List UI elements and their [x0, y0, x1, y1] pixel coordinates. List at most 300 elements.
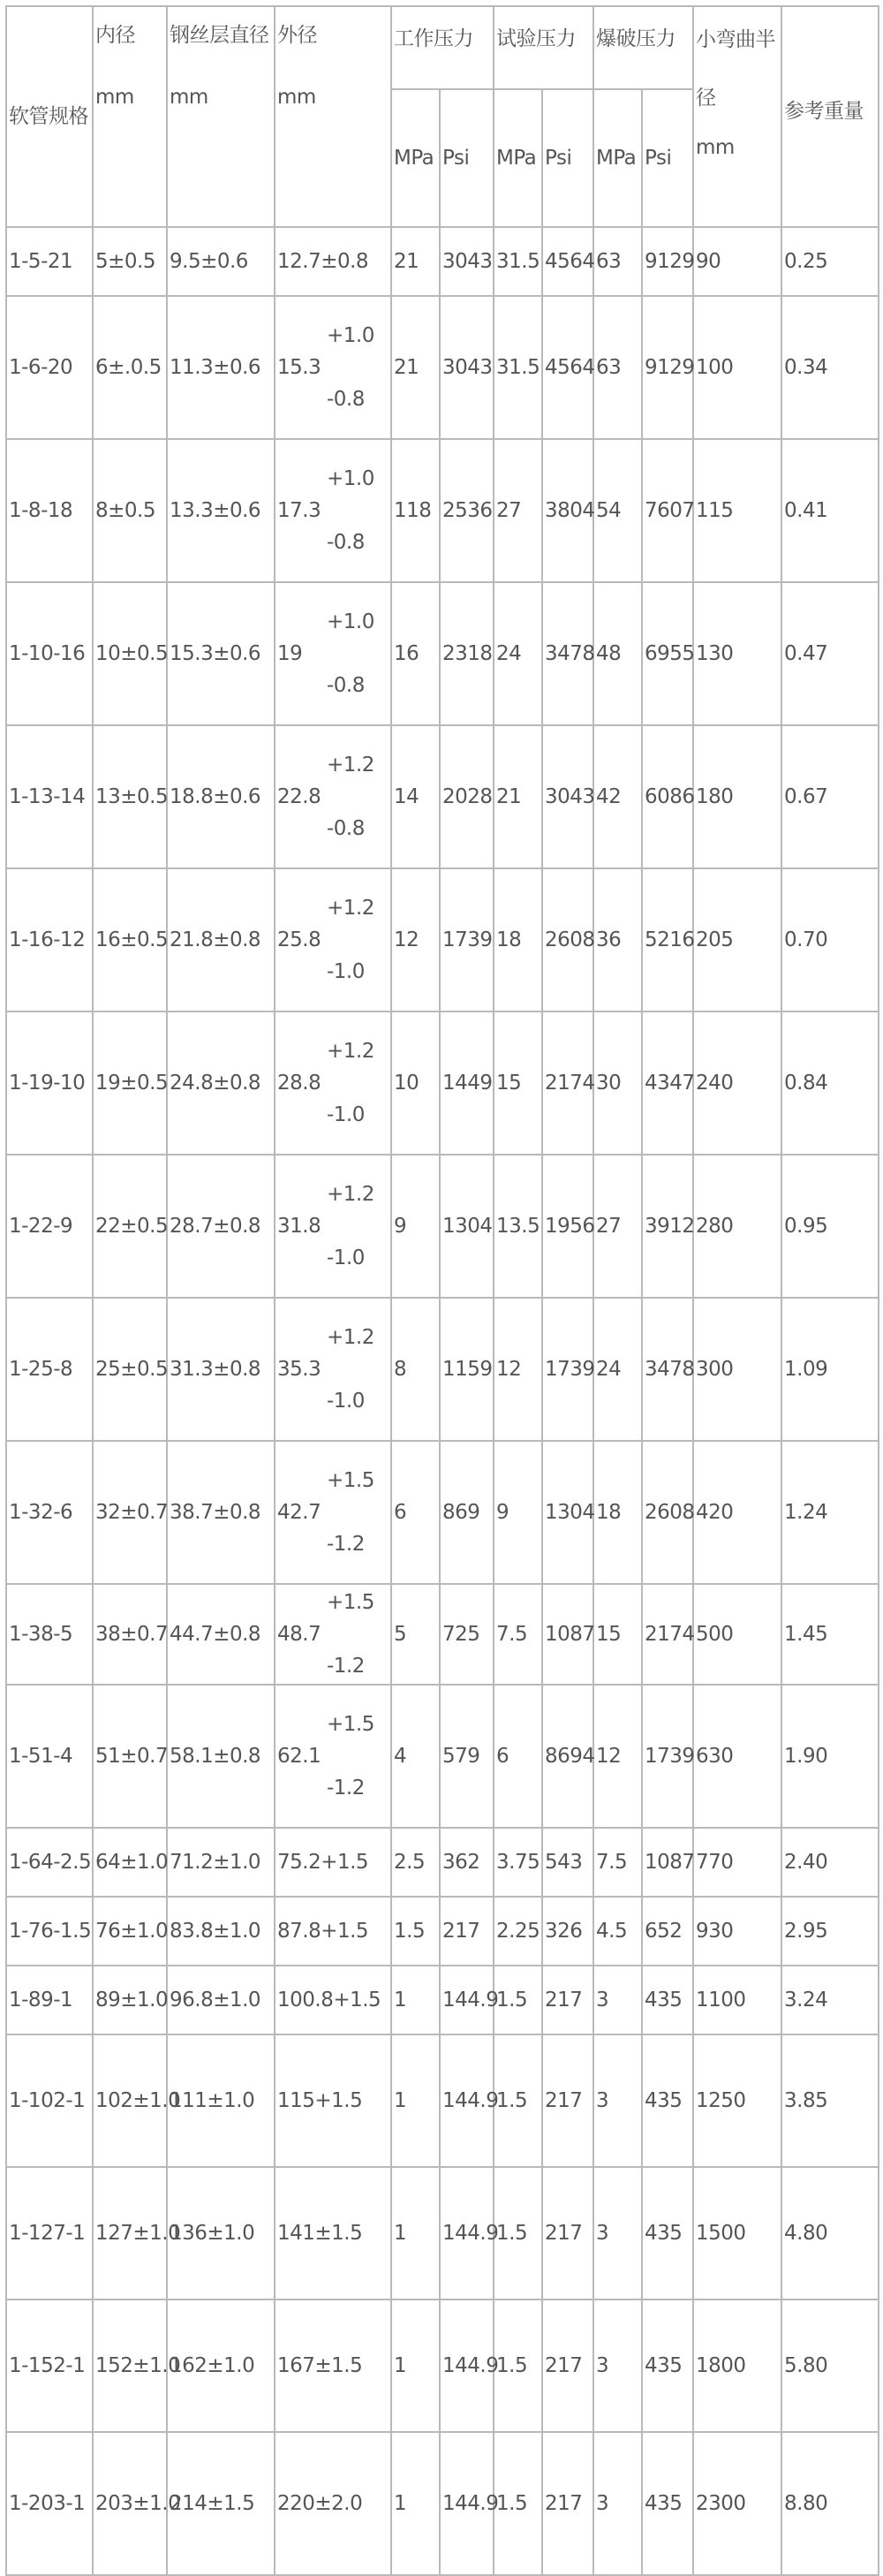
cell-inner-diameter: 25±0.5: [93, 1298, 167, 1441]
cell-spec: 1-32-6: [6, 1441, 93, 1584]
cell-burst-psi: 1739: [642, 1685, 693, 1828]
cell-work-psi: 1449: [440, 1011, 494, 1155]
cell-burst-psi: 7607: [642, 439, 693, 582]
cell-spec: 1-5-21: [6, 227, 93, 296]
cell-spec: 1-22-9: [6, 1155, 93, 1298]
cell-test-mpa: 18: [494, 868, 542, 1011]
cell-work-psi: 217: [440, 1897, 494, 1966]
table-row: [6, 2167, 879, 2299]
outer-diameter-lower-tolerance: -0.8: [327, 388, 365, 411]
cell-burst-mpa: 24: [593, 1298, 642, 1441]
outer-diameter-upper-tolerance: +1.2: [327, 754, 374, 777]
outer-diameter-lower-tolerance: -1.0: [327, 1390, 365, 1413]
cell-work-psi: 144.9: [440, 1966, 494, 2034]
cell-test-psi: 217: [542, 2034, 593, 2167]
table-row: [6, 2034, 879, 2167]
cell-spec: 1-102-1: [6, 2034, 93, 2167]
cell-outer-diameter: [275, 439, 391, 582]
cell-inner-diameter: 89±1.0: [93, 1966, 167, 2034]
outer-diameter-lower-tolerance: -1.0: [327, 1246, 365, 1269]
cell-burst-psi: 2608: [642, 1441, 693, 1584]
cell-burst-mpa: 63: [593, 296, 642, 439]
table-row: [6, 1966, 879, 2034]
cell-bend-radius: 1250: [693, 2034, 781, 2167]
header-inner-diameter-label: 内径: [95, 24, 135, 47]
cell-outer-diameter: 115+1.5: [275, 2034, 391, 2167]
cell-inner-diameter: 32±0.7: [93, 1441, 167, 1584]
cell-bend-radius: 1100: [693, 1966, 781, 2034]
cell-inner-diameter: 76±1.0: [93, 1897, 167, 1966]
cell-wire-diameter: 111±1.0: [167, 2034, 275, 2167]
cell-work-psi: 579: [440, 1685, 494, 1828]
outer-diameter-lower-tolerance: -0.8: [327, 817, 365, 840]
cell-outer-diameter: 167±1.5: [275, 2299, 391, 2432]
cell-bend-radius: 630: [693, 1685, 781, 1828]
cell-burst-psi: 1087: [642, 1828, 693, 1897]
cell-work-psi: 1304: [440, 1155, 494, 1298]
outer-diameter-nominal: 19: [277, 642, 303, 665]
header-reference-weight-label: 参考重量: [784, 100, 864, 123]
outer-diameter-nominal: 42.7: [277, 1501, 321, 1524]
cell-outer-diameter: [275, 296, 391, 439]
cell-test-mpa: 9: [494, 1441, 542, 1584]
cell-weight: 1.45: [781, 1584, 879, 1685]
cell-spec: 1-76-1.5: [6, 1897, 93, 1966]
cell-test-mpa: 1.5: [494, 2167, 542, 2299]
cell-test-psi: 3478: [542, 582, 593, 725]
cell-outer-diameter: [275, 1584, 391, 1685]
cell-spec: 1-25-8: [6, 1298, 93, 1441]
outer-diameter-lower-tolerance: -1.0: [327, 960, 365, 983]
cell-weight: 1.24: [781, 1441, 879, 1584]
cell-work-mpa: 21: [391, 227, 440, 296]
outer-diameter-nominal: 17.3: [277, 499, 321, 522]
cell-outer-diameter: 75.2+1.5: [275, 1828, 391, 1897]
cell-weight: 5.80: [781, 2299, 879, 2432]
cell-work-mpa: 1: [391, 2034, 440, 2167]
outer-diameter-upper-tolerance: +1.5: [327, 1713, 374, 1736]
cell-burst-psi: 4347: [642, 1011, 693, 1155]
cell-burst-mpa: 3: [593, 2299, 642, 2432]
cell-weight: 3.24: [781, 1966, 879, 2034]
cell-wire-diameter: 96.8±1.0: [167, 1966, 275, 2034]
cell-burst-mpa: 3: [593, 2167, 642, 2299]
cell-work-psi: 2536: [440, 439, 494, 582]
cell-test-psi: 1739: [542, 1298, 593, 1441]
header-burst-pressure: 爆破压力: [593, 6, 693, 89]
hose-spec-table-wrapper: [5, 5, 878, 2576]
cell-bend-radius: 1800: [693, 2299, 781, 2432]
cell-burst-mpa: 3: [593, 1966, 642, 2034]
cell-work-mpa: 8: [391, 1298, 440, 1441]
cell-burst-mpa: 48: [593, 582, 642, 725]
outer-diameter-upper-tolerance: +1.0: [327, 610, 374, 633]
cell-burst-mpa: 15: [593, 1584, 642, 1685]
outer-diameter-lower-tolerance: -1.2: [327, 1777, 365, 1799]
cell-test-mpa: 1.5: [494, 2034, 542, 2167]
cell-burst-mpa: 12: [593, 1685, 642, 1828]
cell-weight: 0.34: [781, 296, 879, 439]
cell-work-psi: 869: [440, 1441, 494, 1584]
cell-weight: 3.85: [781, 2034, 879, 2167]
cell-spec: 1-13-14: [6, 725, 93, 868]
cell-test-psi: 2174: [542, 1011, 593, 1155]
cell-spec: 1-89-1: [6, 1966, 93, 2034]
cell-outer-diameter: [275, 582, 391, 725]
header-test-psi: Psi: [542, 89, 593, 227]
cell-test-mpa: 3.75: [494, 1828, 542, 1897]
cell-spec: 1-10-16: [6, 582, 93, 725]
cell-bend-radius: 240: [693, 1011, 781, 1155]
cell-weight: 4.80: [781, 2167, 879, 2299]
cell-burst-psi: 435: [642, 2167, 693, 2299]
cell-test-psi: 4564: [542, 296, 593, 439]
header-row-1: [6, 6, 879, 89]
header-work-mpa: MPa: [391, 89, 440, 227]
cell-burst-psi: 6955: [642, 582, 693, 725]
cell-bend-radius: 1500: [693, 2167, 781, 2299]
outer-diameter-nominal: 31.8: [277, 1215, 321, 1238]
outer-diameter-lower-tolerance: -0.8: [327, 531, 365, 554]
cell-inner-diameter: 10±0.5: [93, 582, 167, 725]
cell-work-mpa: 14: [391, 725, 440, 868]
cell-inner-diameter: 8±0.5: [93, 439, 167, 582]
cell-test-mpa: 21: [494, 725, 542, 868]
table-row: [6, 1897, 879, 1966]
cell-test-psi: 217: [542, 2432, 593, 2575]
header-wire-diameter: [167, 6, 275, 227]
header-work-psi: Psi: [440, 89, 494, 227]
cell-burst-mpa: 54: [593, 439, 642, 582]
cell-wire-diameter: 18.8±0.6: [167, 725, 275, 868]
cell-weight: 0.70: [781, 868, 879, 1011]
header-wire-diameter-unit: mm: [170, 86, 208, 109]
cell-test-psi: 1304: [542, 1441, 593, 1584]
table-row: [6, 1685, 879, 1828]
cell-work-psi: 144.9: [440, 2167, 494, 2299]
cell-weight: 0.47: [781, 582, 879, 725]
cell-spec: 1-152-1: [6, 2299, 93, 2432]
outer-diameter-lower-tolerance: -1.2: [327, 1533, 365, 1556]
cell-test-mpa: 31.5: [494, 296, 542, 439]
cell-test-psi: 3804: [542, 439, 593, 582]
header-outer-diameter-label: 外径: [277, 24, 317, 47]
cell-spec: 1-19-10: [6, 1011, 93, 1155]
header-inner-diameter-unit: mm: [95, 86, 134, 109]
cell-bend-radius: 180: [693, 725, 781, 868]
cell-wire-diameter: 44.7±0.8: [167, 1584, 275, 1685]
outer-diameter-lower-tolerance: -1.0: [327, 1103, 365, 1126]
cell-test-mpa: 1.5: [494, 2299, 542, 2432]
outer-diameter-nominal: 35.3: [277, 1358, 321, 1381]
cell-inner-diameter: 102±1.0: [93, 2034, 167, 2167]
cell-work-psi: 1159: [440, 1298, 494, 1441]
cell-test-psi: 8694: [542, 1685, 593, 1828]
header-reference-weight: [781, 6, 879, 227]
cell-work-mpa: 1: [391, 2299, 440, 2432]
table-row: [6, 2432, 879, 2575]
cell-outer-diameter: 220±2.0: [275, 2432, 391, 2575]
outer-diameter-upper-tolerance: +1.5: [327, 1469, 374, 1492]
outer-diameter-upper-tolerance: +1.2: [327, 1183, 374, 1206]
cell-burst-psi: 3478: [642, 1298, 693, 1441]
cell-burst-mpa: 3: [593, 2432, 642, 2575]
outer-diameter-lower-tolerance: -0.8: [327, 674, 365, 697]
cell-spec: 1-203-1: [6, 2432, 93, 2575]
cell-work-mpa: 6: [391, 1441, 440, 1584]
cell-test-mpa: 1.5: [494, 2432, 542, 2575]
cell-work-psi: 144.9: [440, 2299, 494, 2432]
cell-bend-radius: 2300: [693, 2432, 781, 2575]
cell-wire-diameter: 24.8±0.8: [167, 1011, 275, 1155]
cell-wire-diameter: 38.7±0.8: [167, 1441, 275, 1584]
cell-test-mpa: 6: [494, 1685, 542, 1828]
cell-spec: 1-8-18: [6, 439, 93, 582]
cell-outer-diameter: [275, 725, 391, 868]
table-row: [6, 227, 879, 296]
cell-test-psi: 217: [542, 2167, 593, 2299]
cell-burst-psi: 9129: [642, 296, 693, 439]
cell-wire-diameter: 31.3±0.8: [167, 1298, 275, 1441]
cell-inner-diameter: 51±0.7: [93, 1685, 167, 1828]
table-row: [6, 1584, 879, 1685]
table-row: [6, 1298, 879, 1441]
cell-weight: 0.25: [781, 227, 879, 296]
cell-wire-diameter: 15.3±0.6: [167, 582, 275, 725]
outer-diameter-nominal: 48.7: [277, 1623, 321, 1646]
outer-diameter-nominal: 62.1: [277, 1745, 321, 1768]
cell-wire-diameter: 162±1.0: [167, 2299, 275, 2432]
cell-test-psi: 3043: [542, 725, 593, 868]
cell-bend-radius: 90: [693, 227, 781, 296]
outer-diameter-nominal: 15.3: [277, 356, 321, 379]
table-row: [6, 868, 879, 1011]
cell-inner-diameter: 38±0.7: [93, 1584, 167, 1685]
cell-burst-mpa: 36: [593, 868, 642, 1011]
cell-test-psi: 217: [542, 2299, 593, 2432]
table-row: [6, 1155, 879, 1298]
outer-diameter-nominal: 22.8: [277, 785, 321, 808]
cell-inner-diameter: 6±.0.5: [93, 296, 167, 439]
cell-spec: 1-64-2.5: [6, 1828, 93, 1897]
cell-work-mpa: 1: [391, 2167, 440, 2299]
cell-burst-mpa: 30: [593, 1011, 642, 1155]
cell-inner-diameter: 127±1.0: [93, 2167, 167, 2299]
cell-bend-radius: 100: [693, 296, 781, 439]
cell-test-psi: 4564: [542, 227, 593, 296]
cell-spec: 1-16-12: [6, 868, 93, 1011]
cell-burst-mpa: 4.5: [593, 1897, 642, 1966]
cell-test-mpa: 27: [494, 439, 542, 582]
cell-work-mpa: 2.5: [391, 1828, 440, 1897]
cell-work-mpa: 5: [391, 1584, 440, 1685]
cell-inner-diameter: 19±0.5: [93, 1011, 167, 1155]
outer-diameter-lower-tolerance: -1.2: [327, 1655, 365, 1678]
header-test-mpa: MPa: [494, 89, 542, 227]
header-bend-radius: [693, 6, 781, 227]
cell-weight: 0.95: [781, 1155, 879, 1298]
cell-bend-radius: 280: [693, 1155, 781, 1298]
cell-bend-radius: 205: [693, 868, 781, 1011]
cell-work-mpa: 12: [391, 868, 440, 1011]
cell-test-psi: 1956: [542, 1155, 593, 1298]
cell-burst-psi: 435: [642, 2034, 693, 2167]
cell-inner-diameter: 152±1.0: [93, 2299, 167, 2432]
cell-weight: 0.84: [781, 1011, 879, 1155]
outer-diameter-upper-tolerance: +1.0: [327, 324, 374, 347]
cell-burst-psi: 2174: [642, 1584, 693, 1685]
cell-test-mpa: 13.5: [494, 1155, 542, 1298]
cell-work-mpa: 1: [391, 2432, 440, 2575]
cell-inner-diameter: 16±0.5: [93, 868, 167, 1011]
cell-wire-diameter: 136±1.0: [167, 2167, 275, 2299]
cell-wire-diameter: 11.3±0.6: [167, 296, 275, 439]
cell-work-mpa: 10: [391, 1011, 440, 1155]
cell-work-psi: 3043: [440, 227, 494, 296]
outer-diameter-upper-tolerance: +1.2: [327, 1326, 374, 1349]
cell-work-psi: 725: [440, 1584, 494, 1685]
hose-spec-table: [5, 5, 879, 2576]
cell-test-mpa: 1.5: [494, 1966, 542, 2034]
header-bend-radius-line1: 小弯曲半: [696, 28, 775, 51]
cell-test-psi: 326: [542, 1897, 593, 1966]
header-bend-radius-line2: 径: [696, 87, 716, 110]
cell-test-psi: 2608: [542, 868, 593, 1011]
cell-burst-mpa: 3: [593, 2034, 642, 2167]
cell-weight: 2.95: [781, 1897, 879, 1966]
outer-diameter-nominal: 28.8: [277, 1072, 321, 1095]
cell-wire-diameter: 214±1.5: [167, 2432, 275, 2575]
cell-spec: 1-38-5: [6, 1584, 93, 1685]
cell-burst-psi: 6086: [642, 725, 693, 868]
cell-test-mpa: 7.5: [494, 1584, 542, 1685]
cell-test-psi: 543: [542, 1828, 593, 1897]
cell-work-psi: 144.9: [440, 2034, 494, 2167]
cell-work-mpa: 1.5: [391, 1897, 440, 1966]
cell-weight: 1.90: [781, 1685, 879, 1828]
table-row: [6, 1828, 879, 1897]
cell-burst-psi: 435: [642, 2299, 693, 2432]
cell-outer-diameter: [275, 1441, 391, 1584]
cell-burst-psi: 9129: [642, 227, 693, 296]
cell-outer-diameter: 87.8+1.5: [275, 1897, 391, 1966]
table-row: [6, 439, 879, 582]
cell-work-psi: 2318: [440, 582, 494, 725]
table-row: [6, 2299, 879, 2432]
table-row: [6, 582, 879, 725]
cell-burst-mpa: 42: [593, 725, 642, 868]
outer-diameter-upper-tolerance: +1.0: [327, 467, 374, 490]
cell-weight: 0.67: [781, 725, 879, 868]
header-test-pressure: 试验压力: [494, 6, 593, 89]
header-spec: 软管规格: [6, 6, 93, 227]
cell-test-mpa: 2.25: [494, 1897, 542, 1966]
cell-bend-radius: 115: [693, 439, 781, 582]
cell-burst-mpa: 7.5: [593, 1828, 642, 1897]
cell-bend-radius: 300: [693, 1298, 781, 1441]
cell-outer-diameter: 141±1.5: [275, 2167, 391, 2299]
cell-work-mpa: 16: [391, 582, 440, 725]
cell-wire-diameter: 71.2±1.0: [167, 1828, 275, 1897]
cell-inner-diameter: 64±1.0: [93, 1828, 167, 1897]
cell-outer-diameter: [275, 1155, 391, 1298]
cell-bend-radius: 130: [693, 582, 781, 725]
cell-spec: 1-51-4: [6, 1685, 93, 1828]
cell-bend-radius: 930: [693, 1897, 781, 1966]
cell-outer-diameter: 12.7±0.8: [275, 227, 391, 296]
cell-burst-psi: 435: [642, 1966, 693, 2034]
header-working-pressure: 工作压力: [391, 6, 494, 89]
cell-bend-radius: 420: [693, 1441, 781, 1584]
cell-bend-radius: 770: [693, 1828, 781, 1897]
header-bend-radius-unit: mm: [696, 136, 735, 159]
header-burst-mpa: MPa: [593, 89, 642, 227]
header-outer-diameter: [275, 6, 391, 227]
cell-inner-diameter: 22±0.5: [93, 1155, 167, 1298]
cell-test-mpa: 12: [494, 1298, 542, 1441]
cell-work-psi: 144.9: [440, 2432, 494, 2575]
cell-weight: 8.80: [781, 2432, 879, 2575]
cell-wire-diameter: 58.1±0.8: [167, 1685, 275, 1828]
header-outer-diameter-unit: mm: [277, 86, 316, 109]
cell-outer-diameter: 100.8+1.5: [275, 1966, 391, 2034]
cell-work-mpa: 118: [391, 439, 440, 582]
outer-diameter-nominal: 25.8: [277, 928, 321, 951]
cell-test-mpa: 31.5: [494, 227, 542, 296]
cell-burst-mpa: 63: [593, 227, 642, 296]
cell-burst-psi: 5216: [642, 868, 693, 1011]
cell-work-mpa: 4: [391, 1685, 440, 1828]
cell-weight: 1.09: [781, 1298, 879, 1441]
cell-inner-diameter: 203±1.0: [93, 2432, 167, 2575]
cell-outer-diameter: [275, 1685, 391, 1828]
cell-weight: 0.41: [781, 439, 879, 582]
cell-outer-diameter: [275, 868, 391, 1011]
cell-burst-mpa: 27: [593, 1155, 642, 1298]
table-row: [6, 296, 879, 439]
outer-diameter-upper-tolerance: +1.2: [327, 897, 374, 920]
cell-bend-radius: 500: [693, 1584, 781, 1685]
cell-test-psi: 217: [542, 1966, 593, 2034]
cell-burst-psi: 435: [642, 2432, 693, 2575]
cell-wire-diameter: 9.5±0.6: [167, 227, 275, 296]
cell-outer-diameter: [275, 1011, 391, 1155]
cell-wire-diameter: 28.7±0.8: [167, 1155, 275, 1298]
cell-weight: 2.40: [781, 1828, 879, 1897]
cell-burst-mpa: 18: [593, 1441, 642, 1584]
outer-diameter-upper-tolerance: +1.2: [327, 1040, 374, 1063]
header-wire-diameter-label: 钢丝层直径: [170, 24, 269, 47]
header-inner-diameter: [93, 6, 167, 227]
table-row: [6, 1441, 879, 1584]
cell-work-psi: 2028: [440, 725, 494, 868]
cell-spec: 1-127-1: [6, 2167, 93, 2299]
cell-inner-diameter: 13±0.5: [93, 725, 167, 868]
cell-wire-diameter: 21.8±0.8: [167, 868, 275, 1011]
header-burst-psi: Psi: [642, 89, 693, 227]
cell-inner-diameter: 5±0.5: [93, 227, 167, 296]
cell-work-mpa: 1: [391, 1966, 440, 2034]
cell-work-psi: 1739: [440, 868, 494, 1011]
cell-work-mpa: 9: [391, 1155, 440, 1298]
cell-burst-psi: 652: [642, 1897, 693, 1966]
cell-test-psi: 1087: [542, 1584, 593, 1685]
table-row: [6, 1011, 879, 1155]
outer-diameter-upper-tolerance: +1.5: [327, 1591, 374, 1614]
cell-wire-diameter: 83.8±1.0: [167, 1897, 275, 1966]
cell-wire-diameter: 13.3±0.6: [167, 439, 275, 582]
cell-work-psi: 362: [440, 1828, 494, 1897]
